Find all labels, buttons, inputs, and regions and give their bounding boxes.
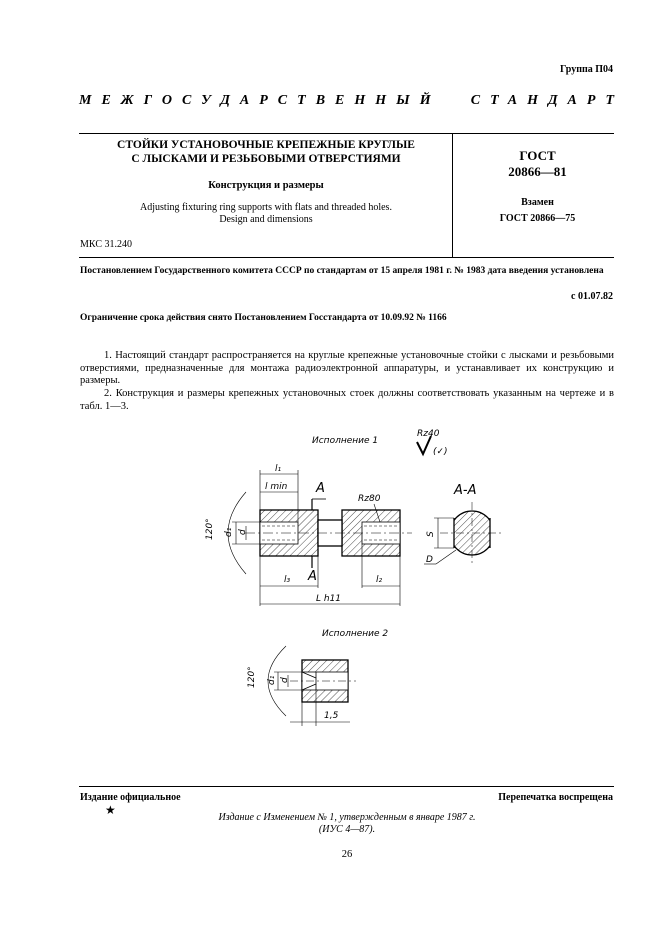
replaced-label: Взамен xyxy=(521,197,554,208)
dim-d-v2: d xyxy=(280,677,290,683)
variant-2-detail xyxy=(290,660,356,702)
page-number: 26 xyxy=(341,849,353,860)
standard-banner xyxy=(79,93,624,113)
roughness-rz80: Rz80 xyxy=(358,494,381,504)
dim-d1-v2: d₁ xyxy=(267,675,277,685)
section-mark-a-top: A xyxy=(316,481,325,496)
support-body xyxy=(245,510,412,556)
document-title xyxy=(80,138,452,166)
reprint-notice: Перепечатка воспрещена xyxy=(498,792,613,803)
roughness-check-paren: (✓) xyxy=(433,447,448,457)
gost-label: ГОСТ xyxy=(519,148,556,163)
variant-1-label: Исполнение 1 xyxy=(312,436,379,446)
dim-l3: l₃ xyxy=(284,575,291,585)
section-mark-a-bottom: A xyxy=(308,569,317,584)
roughness-rz40: Rz40 xyxy=(417,429,440,439)
edition-note xyxy=(80,812,614,836)
effective-date: с 01.07.82 xyxy=(571,291,613,302)
footer-rule xyxy=(79,786,614,787)
english-title-line-1: Adjusting fixturing ring supports with flats and threaded holes. xyxy=(140,202,392,213)
star-icon: ★ xyxy=(105,803,116,817)
dim-d1: d₁ xyxy=(224,527,234,537)
header-rule-top xyxy=(79,133,614,134)
dim-l1: l₁ xyxy=(275,464,282,474)
dim-1-5: 1,5 xyxy=(324,711,339,721)
angle-120-v1: 120° xyxy=(205,518,215,540)
official-edition: Издание официальное xyxy=(80,792,181,803)
replaced-number: ГОСТ 20866—75 xyxy=(499,213,576,224)
technical-drawing xyxy=(190,422,510,752)
dim-l2: l₂ xyxy=(376,575,383,585)
english-title-line-2: Design and dimensions xyxy=(219,214,313,225)
title-line-1: СТОЙКИ УСТАНОВОЧНЫЕ КРЕПЕЖНЫЕ КРУГЛЫЕ xyxy=(117,139,415,151)
dim-L: L h11 xyxy=(316,594,342,604)
english-title xyxy=(80,202,452,226)
banner-right: СТАНДАРТ xyxy=(470,93,624,108)
gost-number: 20866—81 xyxy=(508,164,567,179)
section-aa-label: А-А xyxy=(454,483,477,498)
document-subtitle: Конструкция и размеры xyxy=(208,180,324,191)
edition-line-2: (ИУС 4—87). xyxy=(318,824,376,835)
replaced-standard xyxy=(455,195,620,227)
group-code: Группа П04 xyxy=(560,64,613,75)
title-line-2: С ЛЫСКАМИ И РЕЗЬБОВЫМИ ОТВЕРСТИЯМИ xyxy=(131,153,401,165)
gost-designation xyxy=(455,148,620,180)
dim-D: D xyxy=(426,555,433,565)
paragraph-2: 2. Конструкция и размеры крепежных установочных стоек должны соответствовать указанным на чертеже и в табл. 1—3. xyxy=(80,388,614,412)
angle-120-v2: 120° xyxy=(247,666,257,688)
header-divider xyxy=(452,134,453,257)
limitation-text: Ограничение срока действия снято Постановлением Госстандарта от 10.09.92 № 1166 xyxy=(80,313,447,323)
dim-d: d xyxy=(238,529,248,535)
dim-S: S xyxy=(426,531,436,537)
mks-code: МКС 31.240 xyxy=(80,239,132,250)
header-rule-bottom xyxy=(79,257,614,258)
paragraph-1: 1. Настоящий стандарт распространяется на круглые крепежные установочные стойки с лысками и резьбовыми отверстиями, предназначенные для монтажа радиоэлектронной аппаратуры, и устанавливает их конструкцию и размеры. xyxy=(80,350,614,386)
decree-text: Постановлением Государственного комитета СССР по стандартам от 15 апреля 1981 г. № 1983 дата введения установлена xyxy=(80,266,604,276)
dim-lmin: l min xyxy=(265,482,288,492)
banner-left: МЕЖГОСУДАРСТВЕННЫЙ xyxy=(79,93,441,108)
edition-line-1: Издание с Изменением № 1, утвержденным в январе 1987 г. xyxy=(218,812,476,823)
variant-2-label: Исполнение 2 xyxy=(322,629,389,639)
